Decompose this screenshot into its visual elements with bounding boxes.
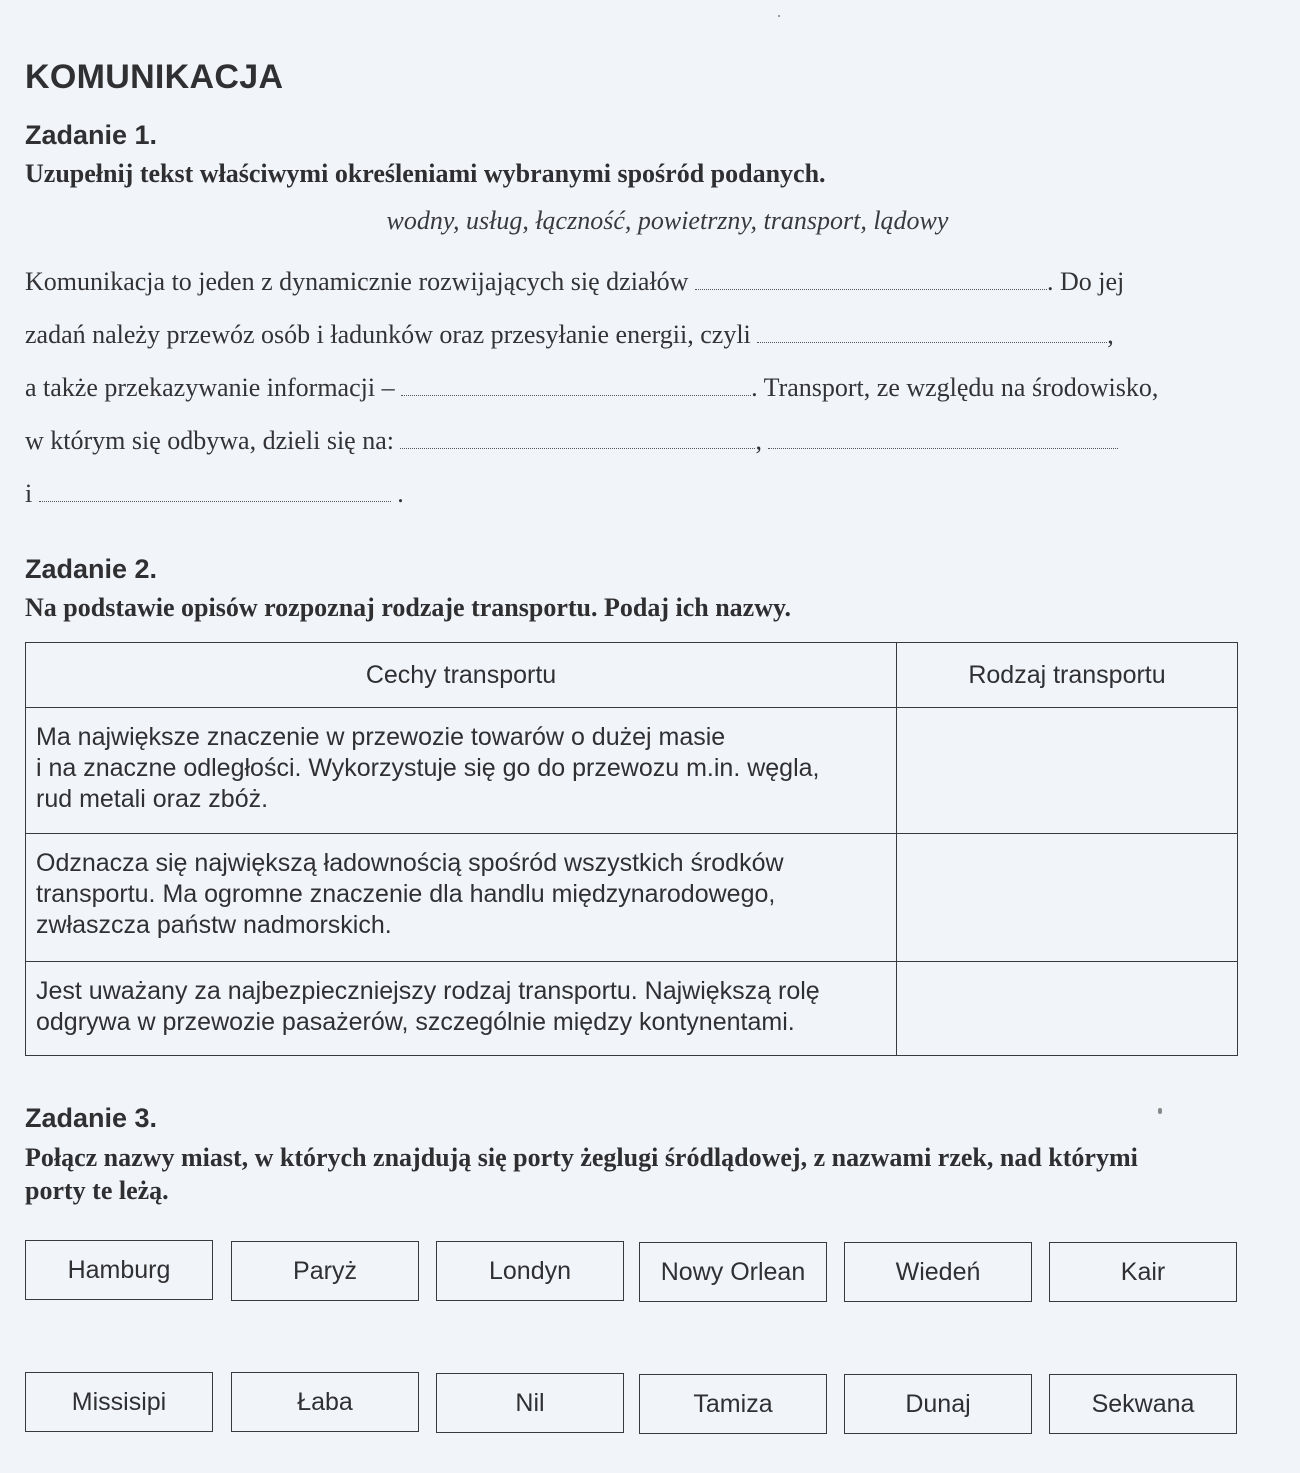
instruction-line: porty te leżą. <box>25 1176 169 1205</box>
description-line: Ma największe znaczenie w przewozie towarów o dużej masie <box>36 723 726 751</box>
task2-instruction: Na podstawie opisów rozpoznaj rodzaje transportu. Podaj ich nazwy. <box>25 593 792 622</box>
word-bank: wodny, usług, łączność, powietrzny, transport, lądowy <box>386 206 949 235</box>
fill-line-3 <box>25 373 1158 407</box>
task2-heading: Zadanie 2. <box>25 554 158 584</box>
river-box-missisipi[interactable]: Missisipi <box>25 1372 213 1432</box>
city-box-londyn[interactable]: Londyn <box>436 1241 624 1301</box>
fill-line-text: , <box>1107 320 1114 349</box>
table-row <box>26 834 1238 962</box>
table-cell-description <box>26 708 897 834</box>
river-box-laba[interactable]: Łaba <box>231 1372 419 1432</box>
river-box-dunaj[interactable]: Dunaj <box>844 1374 1032 1434</box>
description-line: i na znaczne odległości. Wykorzystuje się go do przewozu m.in. węgla, <box>36 754 820 782</box>
transport-table <box>25 642 1238 1056</box>
city-box-nowy-orlean[interactable]: Nowy Orlean <box>639 1242 827 1302</box>
fill-line-4 <box>25 426 1118 460</box>
instruction-line: Połącz nazwy miast, w których znajdują się porty żeglugi śródlądowej, z nazwami rzek, nad którymi <box>25 1143 1138 1172</box>
task3-heading: Zadanie 3. <box>25 1103 158 1133</box>
city-box-paryz[interactable]: Paryż <box>231 1241 419 1301</box>
fill-line-text: , <box>755 426 762 455</box>
table-cell-description <box>26 962 897 1056</box>
fill-line-text: . Do jej <box>1046 267 1125 296</box>
fill-line-text: i <box>25 479 33 508</box>
task3-instruction <box>25 1141 1255 1207</box>
fill-line-text: . <box>397 479 404 508</box>
scan-speck <box>778 15 780 17</box>
fill-line-text: zadań należy przewóz osób i ładunków oraz przesyłanie energii, czyli <box>25 320 751 349</box>
table-cell-answer[interactable] <box>897 962 1238 1056</box>
fill-line-1 <box>25 267 1124 301</box>
fill-line-text: w którym się odbywa, dzieli się na: <box>25 426 394 455</box>
table-cell-description <box>26 834 897 962</box>
scan-speck <box>1158 1108 1162 1114</box>
table-header: Cechy transportu <box>26 643 897 708</box>
table-header: Rodzaj transportu <box>897 643 1238 708</box>
table-row <box>26 708 1238 834</box>
description-line: rud metali oraz zbóż. <box>36 785 269 813</box>
table-row <box>26 962 1238 1056</box>
river-box-tamiza[interactable]: Tamiza <box>639 1374 827 1434</box>
city-box-wieden[interactable]: Wiedeń <box>844 1242 1032 1302</box>
table-header-row <box>26 643 1238 708</box>
answer-blank[interactable] <box>768 426 1118 449</box>
answer-blank[interactable] <box>757 320 1107 343</box>
answer-blank[interactable] <box>39 479 391 502</box>
description-line: transportu. Ma ogromne znaczenie dla handlu międzynarodowego, <box>36 880 776 908</box>
fill-line-text: Komunikacja to jeden z dynamicznie rozwijających się działów <box>25 267 689 296</box>
description-line: zwłaszcza państw nadmorskich. <box>36 911 392 939</box>
city-box-kair[interactable]: Kair <box>1049 1242 1237 1302</box>
page-title: KOMUNIKACJA <box>25 58 284 96</box>
task1-heading: Zadanie 1. <box>25 120 158 150</box>
city-box-hamburg[interactable]: Hamburg <box>25 1240 213 1300</box>
answer-blank[interactable] <box>401 373 751 396</box>
river-box-sekwana[interactable]: Sekwana <box>1049 1374 1237 1434</box>
answer-blank[interactable] <box>695 267 1047 290</box>
fill-line-text: a także przekazywanie informacji – <box>25 373 395 402</box>
fill-line-5 <box>25 479 404 513</box>
fill-line-text: . Transport, ze względu na środowisko, <box>751 373 1159 402</box>
description-line: odgrywa w przewozie pasażerów, szczególnie między kontynentami. <box>36 1008 795 1036</box>
answer-blank[interactable] <box>400 426 755 449</box>
description-line: Odznacza się największą ładownością spośród wszystkich środków <box>36 849 784 877</box>
table-cell-answer[interactable] <box>897 834 1238 962</box>
description-line: Jest uważany za najbezpieczniejszy rodzaj transportu. Największą rolę <box>36 977 820 1005</box>
table-cell-answer[interactable] <box>897 708 1238 834</box>
fill-line-2 <box>25 320 1114 354</box>
river-box-nil[interactable]: Nil <box>436 1373 624 1433</box>
task1-instruction: Uzupełnij tekst właściwymi określeniami wybranymi spośród podanych. <box>25 159 826 188</box>
